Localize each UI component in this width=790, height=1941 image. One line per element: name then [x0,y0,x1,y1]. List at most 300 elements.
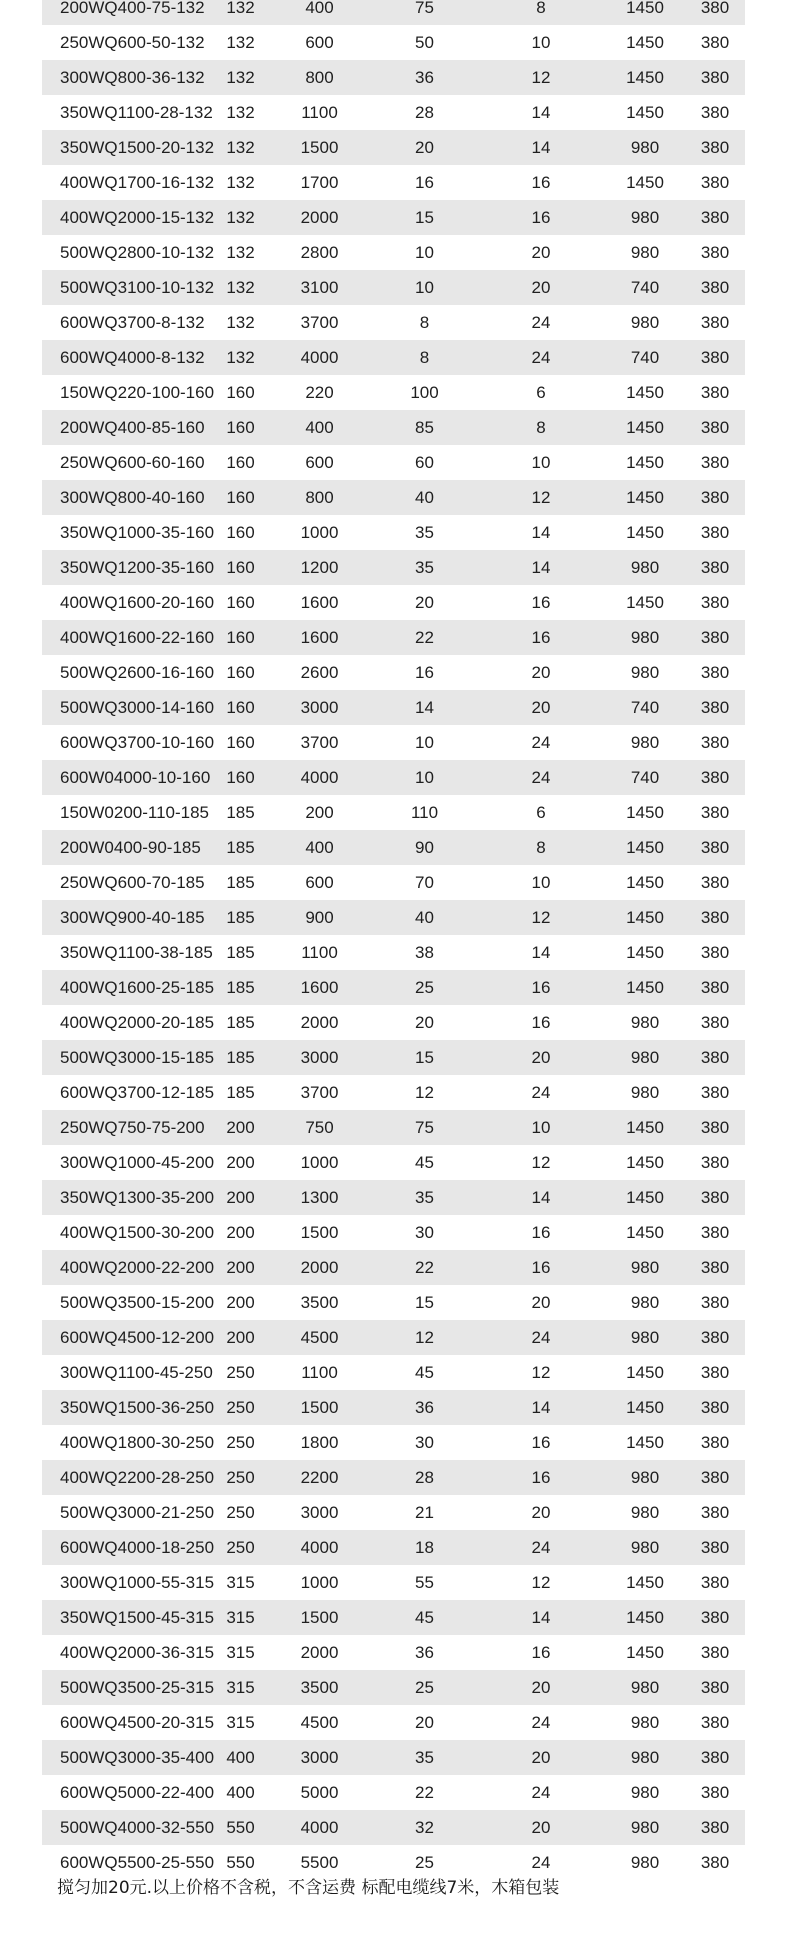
weight-cell: 20 [477,655,605,690]
table-row [42,725,745,760]
flow-cell: 1000 [267,515,372,550]
model-cell: 400WQ2000-15-132 [42,200,214,235]
model-cell: 500WQ3100-10-132 [42,270,214,305]
flow-cell: 1600 [267,620,372,655]
speed-cell: 740 [605,690,685,725]
speed-cell: 1450 [605,1565,685,1600]
weight-cell: 12 [477,1355,605,1390]
model-cell: 350WQ1500-20-132 [42,130,214,165]
flow-cell: 5500 [267,1845,372,1880]
head-cell: 35 [372,550,477,585]
table-row [42,795,745,830]
speed-cell: 980 [605,1040,685,1075]
head-cell: 28 [372,1460,477,1495]
speed-cell: 980 [605,1285,685,1320]
flow-cell: 3700 [267,725,372,760]
head-cell: 20 [372,1705,477,1740]
flow-cell: 3000 [267,690,372,725]
table-row [42,1600,745,1635]
head-cell: 8 [372,305,477,340]
voltage-cell: 380 [685,1145,745,1180]
voltage-cell: 380 [685,1320,745,1355]
power-cell: 250 [214,1530,267,1565]
table-row [42,375,745,410]
model-cell: 350WQ1500-36-250 [42,1390,214,1425]
head-cell: 14 [372,690,477,725]
speed-cell: 980 [605,305,685,340]
flow-cell: 4500 [267,1705,372,1740]
head-cell: 100 [372,375,477,410]
power-cell: 160 [214,655,267,690]
table-row [42,1355,745,1390]
voltage-cell: 380 [685,1495,745,1530]
power-cell: 132 [214,270,267,305]
weight-cell: 20 [477,1285,605,1320]
table-row [42,1775,745,1810]
flow-cell: 4000 [267,340,372,375]
weight-cell: 14 [477,1180,605,1215]
pump-spec-table-body [42,0,745,1880]
head-cell: 20 [372,585,477,620]
flow-cell: 200 [267,795,372,830]
head-cell: 75 [372,0,477,25]
head-cell: 40 [372,480,477,515]
flow-cell: 2000 [267,1250,372,1285]
power-cell: 185 [214,795,267,830]
head-cell: 28 [372,95,477,130]
head-cell: 16 [372,655,477,690]
speed-cell: 980 [605,130,685,165]
speed-cell: 980 [605,1495,685,1530]
head-cell: 22 [372,620,477,655]
power-cell: 132 [214,200,267,235]
power-cell: 160 [214,585,267,620]
weight-cell: 16 [477,200,605,235]
head-cell: 22 [372,1250,477,1285]
weight-cell: 14 [477,1600,605,1635]
head-cell: 10 [372,270,477,305]
voltage-cell: 380 [685,95,745,130]
speed-cell: 1450 [605,1180,685,1215]
table-row [42,1320,745,1355]
weight-cell: 14 [477,95,605,130]
model-cell: 350WQ1100-28-132 [42,95,214,130]
power-cell: 132 [214,235,267,270]
model-cell: 500WQ4000-32-550 [42,1810,214,1845]
voltage-cell: 380 [685,1425,745,1460]
power-cell: 315 [214,1600,267,1635]
power-cell: 160 [214,410,267,445]
power-cell: 550 [214,1810,267,1845]
voltage-cell: 380 [685,550,745,585]
table-row [42,200,745,235]
table-row [42,305,745,340]
model-cell: 200WQ400-85-160 [42,410,214,445]
head-cell: 25 [372,1845,477,1880]
voltage-cell: 380 [685,1845,745,1880]
flow-cell: 1500 [267,1600,372,1635]
power-cell: 200 [214,1180,267,1215]
speed-cell: 1450 [605,585,685,620]
model-cell: 400WQ1600-20-160 [42,585,214,620]
flow-cell: 1100 [267,1355,372,1390]
voltage-cell: 380 [685,480,745,515]
power-cell: 200 [214,1215,267,1250]
power-cell: 160 [214,445,267,480]
speed-cell: 1450 [605,830,685,865]
flow-cell: 800 [267,60,372,95]
power-cell: 185 [214,830,267,865]
table-row [42,1075,745,1110]
model-cell: 150WQ220-100-160 [42,375,214,410]
power-cell: 315 [214,1705,267,1740]
head-cell: 15 [372,200,477,235]
voltage-cell: 380 [685,1775,745,1810]
weight-cell: 16 [477,1005,605,1040]
speed-cell: 740 [605,270,685,305]
head-cell: 12 [372,1320,477,1355]
speed-cell: 740 [605,340,685,375]
flow-cell: 1500 [267,1390,372,1425]
flow-cell: 3700 [267,1075,372,1110]
flow-cell: 3000 [267,1740,372,1775]
power-cell: 160 [214,620,267,655]
weight-cell: 20 [477,235,605,270]
table-row [42,1635,745,1670]
weight-cell: 14 [477,515,605,550]
voltage-cell: 380 [685,200,745,235]
power-cell: 200 [214,1285,267,1320]
head-cell: 32 [372,1810,477,1845]
speed-cell: 1450 [605,1145,685,1180]
flow-cell: 1100 [267,935,372,970]
table-row [42,235,745,270]
head-cell: 10 [372,725,477,760]
power-cell: 160 [214,725,267,760]
model-cell: 500WQ3000-35-400 [42,1740,214,1775]
speed-cell: 740 [605,760,685,795]
head-cell: 38 [372,935,477,970]
power-cell: 132 [214,95,267,130]
table-row [42,1810,745,1845]
head-cell: 15 [372,1285,477,1320]
speed-cell: 1450 [605,480,685,515]
model-cell: 200WQ400-75-132 [42,0,214,25]
voltage-cell: 380 [685,830,745,865]
model-cell: 300WQ1000-45-200 [42,1145,214,1180]
weight-cell: 24 [477,1320,605,1355]
table-row [42,1040,745,1075]
speed-cell: 1450 [605,935,685,970]
flow-cell: 1800 [267,1425,372,1460]
weight-cell: 14 [477,550,605,585]
power-cell: 315 [214,1670,267,1705]
model-cell: 600WQ3700-12-185 [42,1075,214,1110]
voltage-cell: 380 [685,1075,745,1110]
speed-cell: 1450 [605,410,685,445]
flow-cell: 4500 [267,1320,372,1355]
power-cell: 132 [214,25,267,60]
speed-cell: 980 [605,200,685,235]
model-cell: 400WQ1600-25-185 [42,970,214,1005]
voltage-cell: 380 [685,1180,745,1215]
voltage-cell: 380 [685,760,745,795]
speed-cell: 980 [605,1460,685,1495]
weight-cell: 6 [477,795,605,830]
speed-cell: 980 [605,1740,685,1775]
flow-cell: 3000 [267,1040,372,1075]
voltage-cell: 380 [685,655,745,690]
head-cell: 85 [372,410,477,445]
flow-cell: 4000 [267,760,372,795]
power-cell: 160 [214,760,267,795]
power-cell: 200 [214,1145,267,1180]
weight-cell: 20 [477,1670,605,1705]
speed-cell: 1450 [605,970,685,1005]
head-cell: 15 [372,1040,477,1075]
head-cell: 10 [372,235,477,270]
voltage-cell: 380 [685,1565,745,1600]
speed-cell: 980 [605,655,685,690]
weight-cell: 8 [477,0,605,25]
flow-cell: 400 [267,410,372,445]
weight-cell: 10 [477,1110,605,1145]
speed-cell: 1450 [605,445,685,480]
head-cell: 21 [372,1495,477,1530]
weight-cell: 20 [477,1495,605,1530]
power-cell: 132 [214,305,267,340]
model-cell: 400WQ2000-22-200 [42,1250,214,1285]
model-cell: 600WQ4500-20-315 [42,1705,214,1740]
power-cell: 250 [214,1355,267,1390]
table-row [42,830,745,865]
flow-cell: 3000 [267,1495,372,1530]
speed-cell: 980 [605,620,685,655]
power-cell: 132 [214,0,267,25]
voltage-cell: 380 [685,970,745,1005]
model-cell: 400WQ1700-16-132 [42,165,214,200]
flow-cell: 400 [267,0,372,25]
flow-cell: 2800 [267,235,372,270]
table-row [42,1565,745,1600]
model-cell: 500WQ3000-15-185 [42,1040,214,1075]
voltage-cell: 380 [685,1600,745,1635]
head-cell: 36 [372,1390,477,1425]
flow-cell: 750 [267,1110,372,1145]
power-cell: 132 [214,165,267,200]
table-row [42,1250,745,1285]
voltage-cell: 380 [685,865,745,900]
voltage-cell: 380 [685,795,745,830]
power-cell: 185 [214,1005,267,1040]
speed-cell: 980 [605,1250,685,1285]
flow-cell: 600 [267,25,372,60]
voltage-cell: 380 [685,0,745,25]
voltage-cell: 380 [685,1670,745,1705]
voltage-cell: 380 [685,1390,745,1425]
flow-cell: 3500 [267,1670,372,1705]
flow-cell: 4000 [267,1530,372,1565]
model-cell: 150W0200-110-185 [42,795,214,830]
table-row [42,130,745,165]
weight-cell: 8 [477,830,605,865]
flow-cell: 900 [267,900,372,935]
weight-cell: 10 [477,25,605,60]
power-cell: 132 [214,340,267,375]
weight-cell: 16 [477,165,605,200]
pump-spec-table [42,0,745,1880]
head-cell: 10 [372,760,477,795]
weight-cell: 24 [477,1705,605,1740]
voltage-cell: 380 [685,1635,745,1670]
table-row [42,935,745,970]
head-cell: 20 [372,1005,477,1040]
speed-cell: 1450 [605,1600,685,1635]
weight-cell: 20 [477,1740,605,1775]
table-row [42,655,745,690]
weight-cell: 24 [477,1845,605,1880]
model-cell: 400WQ2000-20-185 [42,1005,214,1040]
voltage-cell: 380 [685,585,745,620]
weight-cell: 16 [477,1425,605,1460]
flow-cell: 600 [267,865,372,900]
table-row [42,865,745,900]
power-cell: 185 [214,900,267,935]
flow-cell: 1000 [267,1145,372,1180]
model-cell: 600WQ4500-12-200 [42,1320,214,1355]
speed-cell: 980 [605,1075,685,1110]
model-cell: 500WQ3500-15-200 [42,1285,214,1320]
table-row [42,620,745,655]
table-row [42,585,745,620]
weight-cell: 14 [477,935,605,970]
speed-cell: 1450 [605,865,685,900]
model-cell: 500WQ2600-16-160 [42,655,214,690]
voltage-cell: 380 [685,1705,745,1740]
table-row [42,1145,745,1180]
weight-cell: 14 [477,130,605,165]
flow-cell: 5000 [267,1775,372,1810]
model-cell: 600W04000-10-160 [42,760,214,795]
power-cell: 185 [214,1040,267,1075]
voltage-cell: 380 [685,1005,745,1040]
model-cell: 250WQ750-75-200 [42,1110,214,1145]
head-cell: 45 [372,1355,477,1390]
flow-cell: 2600 [267,655,372,690]
model-cell: 600WQ5000-22-400 [42,1775,214,1810]
table-row [42,970,745,1005]
speed-cell: 1450 [605,1110,685,1145]
table-row [42,550,745,585]
model-cell: 300WQ800-40-160 [42,480,214,515]
table-row [42,1460,745,1495]
table-row [42,760,745,795]
voltage-cell: 380 [685,375,745,410]
speed-cell: 1450 [605,25,685,60]
voltage-cell: 380 [685,1810,745,1845]
weight-cell: 16 [477,1215,605,1250]
power-cell: 160 [214,690,267,725]
head-cell: 35 [372,1180,477,1215]
weight-cell: 24 [477,1075,605,1110]
table-row [42,1005,745,1040]
flow-cell: 1600 [267,970,372,1005]
head-cell: 75 [372,1110,477,1145]
table-row [42,95,745,130]
head-cell: 16 [372,165,477,200]
model-cell: 500WQ3000-21-250 [42,1495,214,1530]
power-cell: 160 [214,480,267,515]
table-row [42,900,745,935]
speed-cell: 1450 [605,0,685,25]
speed-cell: 980 [605,1670,685,1705]
head-cell: 35 [372,1740,477,1775]
model-cell: 500WQ3000-14-160 [42,690,214,725]
model-cell: 300WQ1100-45-250 [42,1355,214,1390]
weight-cell: 16 [477,620,605,655]
head-cell: 36 [372,60,477,95]
power-cell: 400 [214,1775,267,1810]
model-cell: 350WQ1300-35-200 [42,1180,214,1215]
power-cell: 250 [214,1425,267,1460]
weight-cell: 24 [477,305,605,340]
table-row [42,1110,745,1145]
head-cell: 30 [372,1425,477,1460]
table-row [42,1390,745,1425]
price-footnote: 搅匀加20元.以上价格不含税，不含运费 标配电缆线7米，木箱包装 [57,1878,560,1898]
voltage-cell: 380 [685,690,745,725]
power-cell: 400 [214,1740,267,1775]
weight-cell: 24 [477,725,605,760]
voltage-cell: 380 [685,305,745,340]
flow-cell: 2200 [267,1460,372,1495]
model-cell: 600WQ4000-18-250 [42,1530,214,1565]
speed-cell: 980 [605,1705,685,1740]
voltage-cell: 380 [685,235,745,270]
flow-cell: 2000 [267,1005,372,1040]
power-cell: 250 [214,1495,267,1530]
model-cell: 200W0400-90-185 [42,830,214,865]
voltage-cell: 380 [685,340,745,375]
table-row [42,0,745,25]
flow-cell: 1300 [267,1180,372,1215]
voltage-cell: 380 [685,1215,745,1250]
speed-cell: 980 [605,235,685,270]
flow-cell: 1700 [267,165,372,200]
table-row [42,270,745,305]
model-cell: 350WQ1100-38-185 [42,935,214,970]
head-cell: 18 [372,1530,477,1565]
head-cell: 20 [372,130,477,165]
model-cell: 600WQ3700-8-132 [42,305,214,340]
speed-cell: 1450 [605,1390,685,1425]
weight-cell: 16 [477,1250,605,1285]
weight-cell: 24 [477,1530,605,1565]
table-row [42,515,745,550]
speed-cell: 1450 [605,1215,685,1250]
flow-cell: 1200 [267,550,372,585]
head-cell: 90 [372,830,477,865]
head-cell: 45 [372,1600,477,1635]
table-row [42,1285,745,1320]
voltage-cell: 380 [685,900,745,935]
weight-cell: 12 [477,480,605,515]
power-cell: 185 [214,970,267,1005]
speed-cell: 1450 [605,375,685,410]
voltage-cell: 380 [685,1460,745,1495]
flow-cell: 800 [267,480,372,515]
flow-cell: 400 [267,830,372,865]
